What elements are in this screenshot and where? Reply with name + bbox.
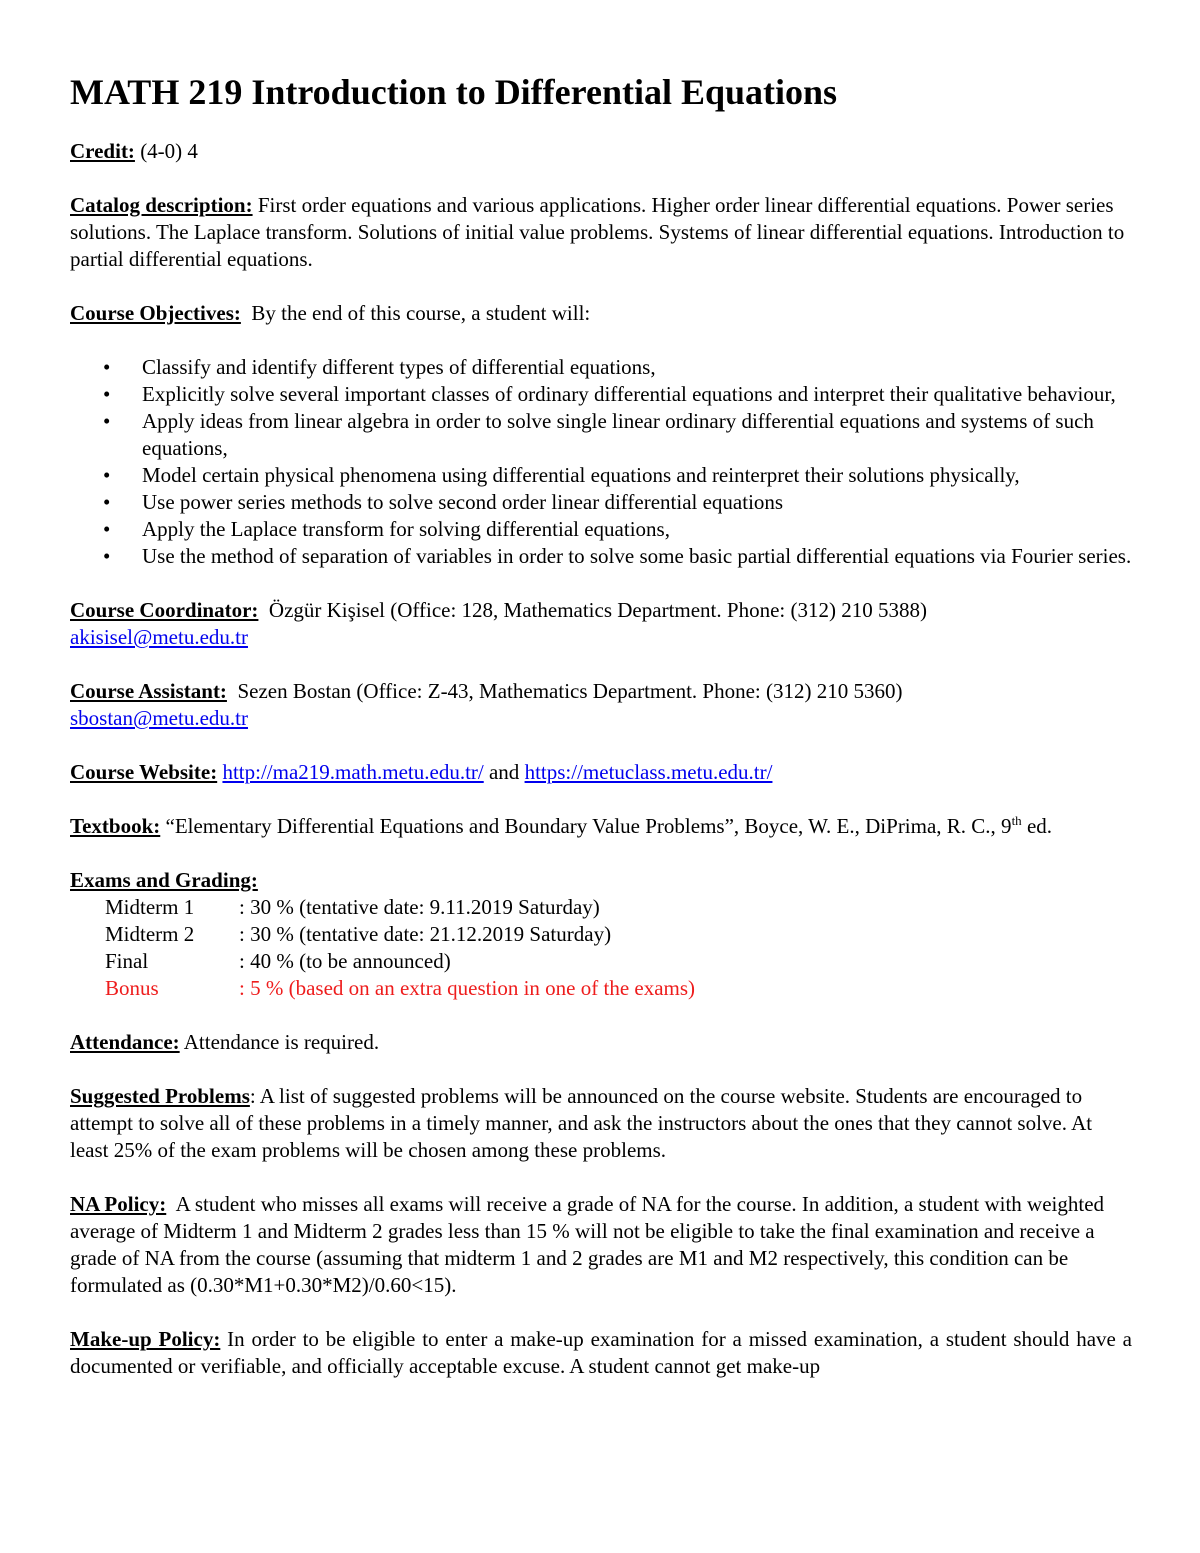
bullet: •: [103, 517, 111, 541]
objectives-label: Course Objectives:: [70, 301, 241, 325]
coordinator-text: Özgür Kişisel (Office: 128, Mathematics Department. Phone: (312) 210 5388): [258, 598, 927, 622]
coordinator-email-link[interactable]: akisisel@metu.edu.tr: [70, 625, 248, 649]
attendance-section: [70, 1029, 1132, 1056]
makeup-text: In order to be eligible to enter a make-up examination for a missed examination, a student should have a documented or verifiable, and officially acceptable excuse. A student cannot get make-up: [70, 1327, 1132, 1378]
list-item: • Explicitly solve several important classes of ordinary differential equations and interpret their qualitative behaviour,: [103, 382, 1116, 406]
grading-section: [70, 867, 1132, 1002]
page-title: MATH 219 Introduction to Differential Equations: [70, 72, 838, 112]
assistant-email-link[interactable]: sbostan@metu.edu.tr: [70, 706, 248, 730]
bullet: •: [103, 463, 111, 487]
website-and: and: [483, 760, 525, 784]
na-policy-text: A student who misses all exams will receive a grade of NA for the course. In addition, a student with weighted average of Midterm 1 and Midterm 2 grades less than 15 % will not be eligible to take the final examination and receive a grade of NA from the course (assuming that midterm 1 and 2 grades are M1 and M2 respectively, this condition can be formulated as (0.30*M1+0.30*M2)/0.60<15).: [70, 1192, 1110, 1297]
catalog-section: [70, 192, 1132, 273]
assistant-section: [70, 678, 1132, 732]
assistant-text: Sezen Bostan (Office: Z-43, Mathematics Department. Phone: (312) 210 5360): [226, 679, 903, 703]
list-item: • Apply ideas from linear algebra in order to solve single linear ordinary differential equations and systems of such equations,: [103, 409, 1094, 460]
suggested-text: : A list of suggested problems will be announced on the course website. Students are encouraged to attempt to solve all of these problems in a timely manner, and ask the instructors about the ones that they cannot solve. At least 25% of the exam problems will be chosen among these problems.: [70, 1084, 1093, 1162]
list-item: • Classify and identify different types of differential equations,: [103, 355, 656, 379]
na-policy-label: NA Policy:: [70, 1192, 167, 1216]
grading-row: Final : 40 % (to be announced): [105, 949, 451, 973]
grading-row: Midterm 2 : 30 % (tentative date: 21.12.2019 Saturday): [105, 922, 612, 946]
makeup-label: Make-up Policy:: [70, 1327, 221, 1351]
website-link-metuclass[interactable]: https://metuclass.metu.edu.tr/: [524, 760, 773, 784]
coordinator-section: [70, 597, 1132, 651]
bullet: •: [103, 355, 111, 379]
textbook-sup: th: [1011, 813, 1022, 828]
catalog-label: Catalog description:: [70, 193, 253, 217]
objectives-section: [70, 300, 1132, 327]
list-item: • Apply the Laplace transform for solving differential equations,: [103, 517, 670, 541]
credit-section: [70, 138, 1132, 165]
grading-row: Midterm 1 : 30 % (tentative date: 9.11.2019 Saturday): [105, 895, 600, 919]
bullet: •: [103, 490, 111, 514]
credit-label: Credit:: [70, 139, 135, 163]
website-label: Course Website:: [70, 760, 218, 784]
objectives-intro: By the end of this course, a student will:: [240, 301, 591, 325]
textbook-label: Textbook:: [70, 814, 161, 838]
document-page: [70, 70, 1132, 1407]
website-link-ma219[interactable]: http://ma219.math.metu.edu.tr/: [222, 760, 484, 784]
makeup-section: [70, 1326, 1132, 1380]
suggested-label: Suggested Problems: [70, 1084, 250, 1108]
grading-row-bonus: Bonus : 5 % (based on an extra question in one of the exams): [105, 976, 696, 1000]
bullet: •: [103, 544, 111, 568]
list-item: • Use power series methods to solve second order linear differential equations: [103, 490, 784, 514]
na-policy-section: [70, 1191, 1132, 1299]
textbook-section: [70, 813, 1132, 840]
objectives-list: [70, 354, 1132, 570]
list-item: • Use the method of separation of variables in order to solve some basic partial differential equations via Fourier series.: [103, 544, 1132, 568]
coordinator-label: Course Coordinator:: [70, 598, 259, 622]
textbook-end: ed.: [1021, 814, 1053, 838]
bullet: •: [103, 409, 111, 433]
bullet: •: [103, 382, 111, 406]
suggested-section: [70, 1083, 1132, 1164]
textbook-text: “Elementary Differential Equations and Boundary Value Problems”, Boyce, W. E., DiPrima, R. C., 9: [160, 814, 1012, 838]
attendance-text: Attendance is required.: [179, 1030, 380, 1054]
assistant-label: Course Assistant:: [70, 679, 227, 703]
catalog-text: First order equations and various applications. Higher order linear differential equations. Power series solutions. The Laplace transform. Solutions of initial value problems. Systems of linear differential equations. Introduction to partial differential equations.: [70, 193, 1125, 271]
grading-label: Exams and Grading:: [70, 868, 258, 892]
credit-value: (4-0) 4: [134, 139, 198, 163]
website-section: [70, 759, 1132, 786]
attendance-label: Attendance:: [70, 1030, 180, 1054]
list-item: • Model certain physical phenomena using differential equations and reinterpret their solutions physically,: [103, 463, 1020, 487]
